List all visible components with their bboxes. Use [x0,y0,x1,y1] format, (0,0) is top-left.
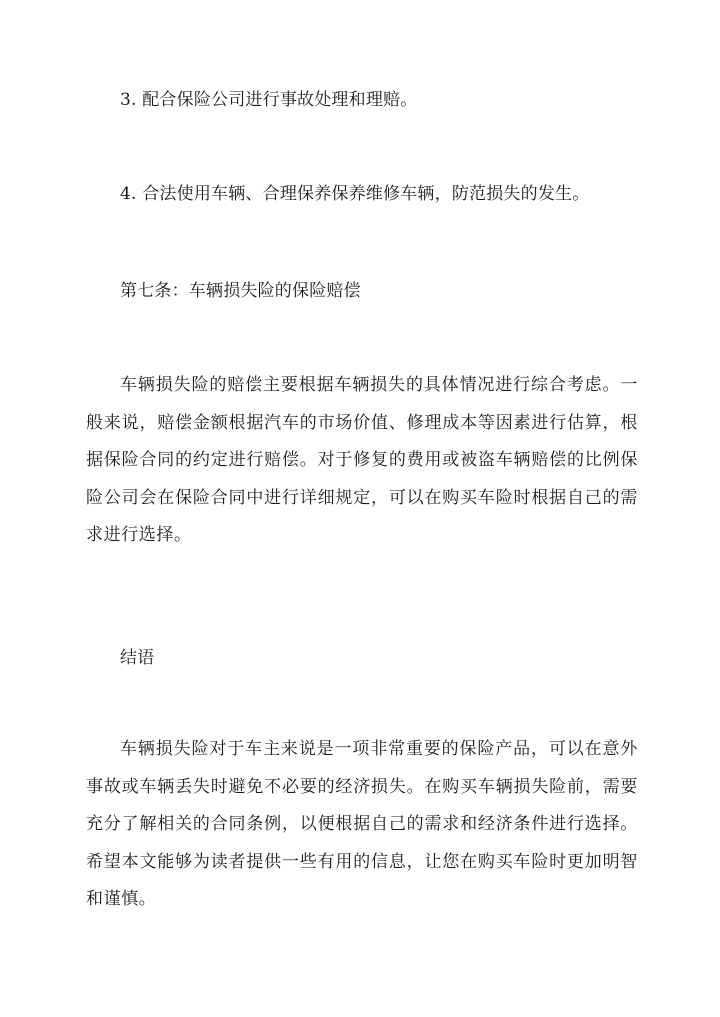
list-item-3: 3. 配合保险公司进行事故处理和理赔。 [120,90,418,110]
section-7-paragraph: 车辆损失险的赔偿主要根据车辆损失的具体情况进行综合考虑。一般来说，赔偿金额根据汽车的市场价值、修理成本等因素进行估算，根据保险合同的约定进行赔偿。对于修复的费用或被盗车辆赔偿的比例保险公司会在保险合同中进行详细规定，可以在购买车险时根据自己的需求进行选择。 [86,375,638,545]
list-item-4: 4. 合法使用车辆、合理保养保养维修车辆，防范损失的发生。 [120,184,590,204]
section-7-heading: 第七条：车辆损失险的保险赔偿 [120,281,361,301]
conclusion-heading: 结语 [120,648,155,668]
conclusion-paragraph: 车辆损失险对于车主来说是一项非常重要的保险产品，可以在意外事故或车辆丢失时避免不必要的经济损失。在购买车辆损失险前，需要充分了解相关的合同条例，以便根据自己的需求和经济条件进行选择。希望本文能够为读者提供一些有用的信息，让您在购买车险时更加明智和谨慎。 [86,739,638,909]
